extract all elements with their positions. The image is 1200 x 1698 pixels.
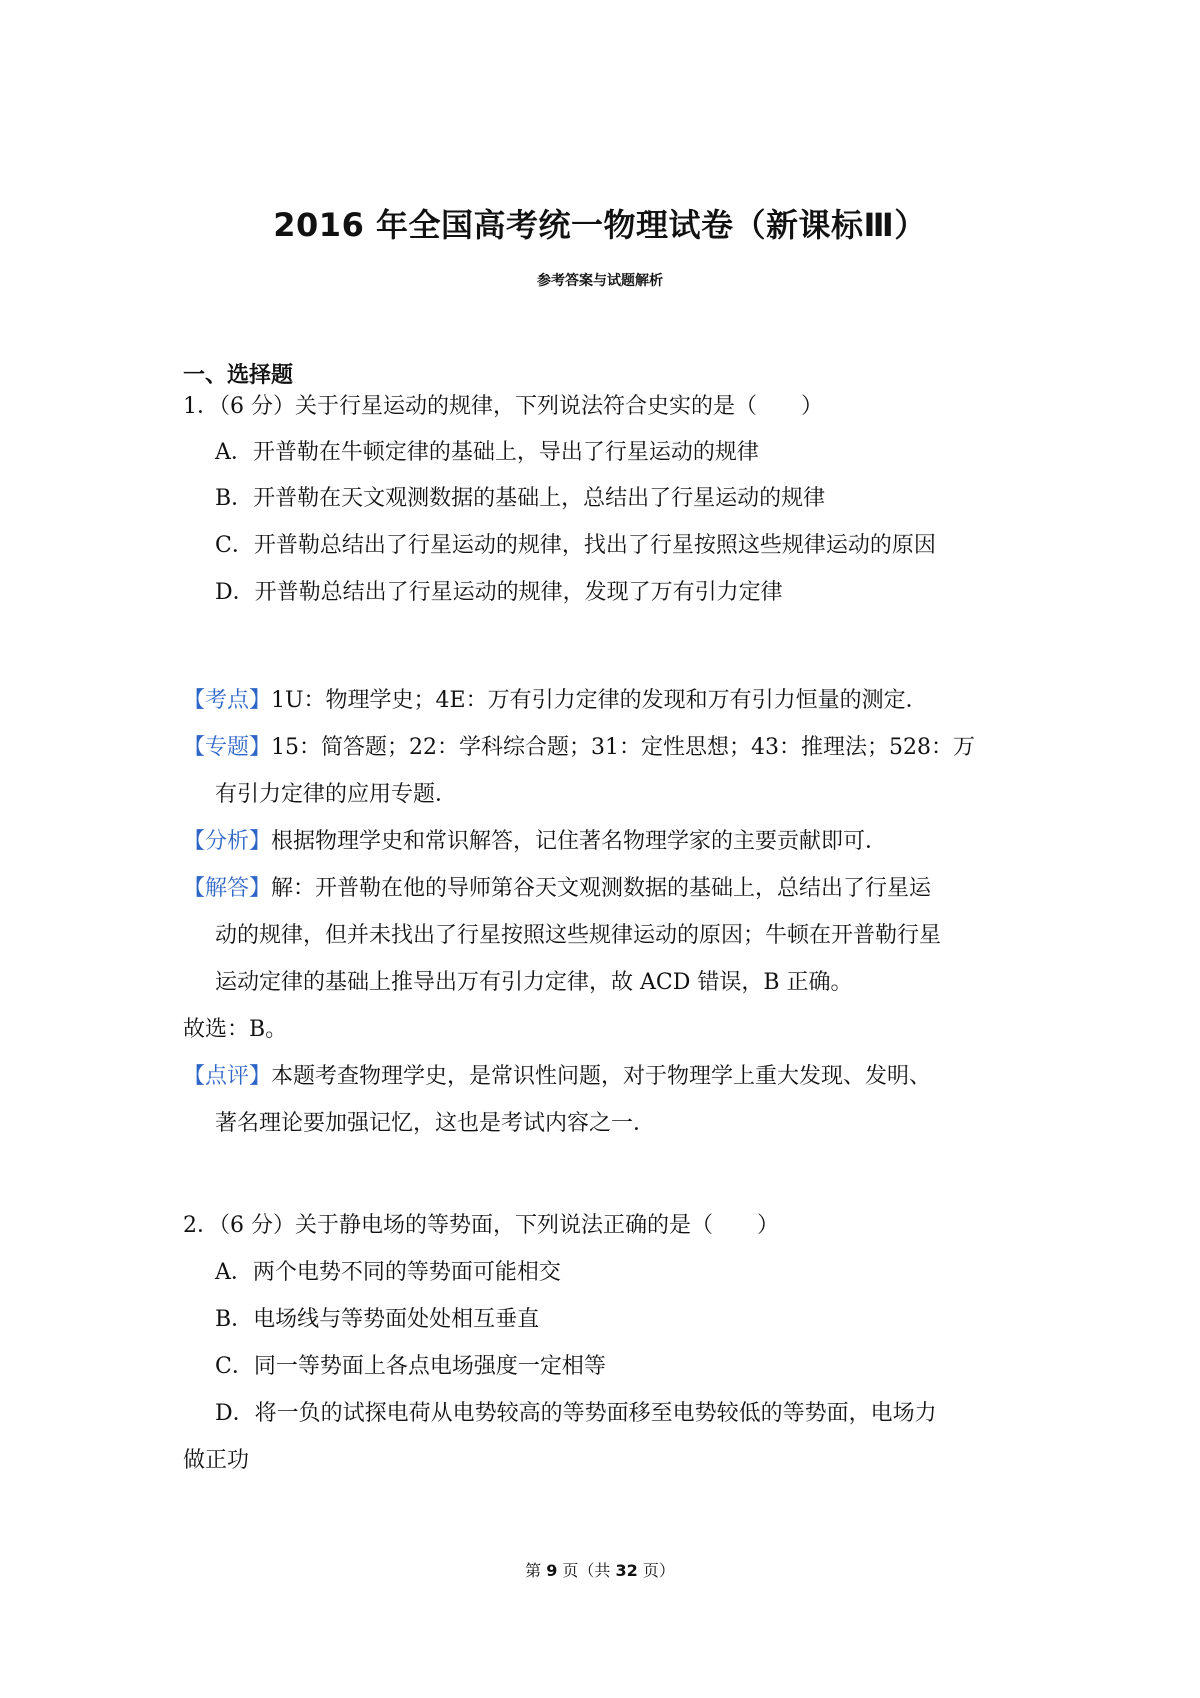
jieda-text: 解：开普勒在他的导师第谷天文观测数据的基础上，总结出了行星运 [271, 876, 932, 901]
fenxi-line [183, 827, 887, 857]
footer-prefix: 第 [525, 1561, 542, 1580]
footer-mid: 页（共 [562, 1561, 611, 1580]
jieda-line [183, 874, 931, 904]
zhuanti-text-cont: 有引力定律的应用专题． [215, 782, 458, 807]
question-1-option-d: D．开普勒总结出了行星运动的规律，发现了万有引力定律 [215, 580, 783, 605]
question-2-option-d: D．将一负的试探电荷从电势较高的等势面移至电势较低的等势面，电场力 [215, 1401, 937, 1426]
dianping-text: 本题考查物理学史，是常识性问题，对于物理学上重大发现、发明、 [271, 1064, 932, 1089]
section-heading: 一、选择题 [183, 363, 294, 388]
jieda-tag: 【解答】 [183, 876, 272, 901]
question-2-option-b: B．电场线与等势面处处相互垂直 [215, 1307, 540, 1332]
kaodian-line [183, 686, 928, 716]
jieda-text-cont-2: 运动定律的基础上推导出万有引力定律，故 ACD 错误，B 正确。 [215, 970, 853, 995]
dianping-line [183, 1062, 931, 1092]
question-1-option-c: C．开普勒总结出了行星运动的规律，找出了行星按照这些规律运动的原因 [215, 533, 936, 558]
zhuanti-tag: 【专题】 [183, 735, 272, 760]
fenxi-text: 根据物理学史和常识解答，记住著名物理学家的主要贡献即可． [271, 829, 888, 854]
dianping-text-cont: 著名理论要加强记忆，这也是考试内容之一． [215, 1111, 656, 1136]
answer-line: 故选：B。 [183, 1017, 288, 1042]
kaodian-text: 1U：物理学史；4E：万有引力定律的发现和万有引力恒量的测定． [271, 688, 928, 713]
footer-page-number: 9 [546, 1561, 558, 1580]
page-subtitle: 参考答案与试题解析 [537, 273, 663, 289]
kaodian-tag: 【考点】 [183, 688, 272, 713]
page-footer [0, 1558, 1200, 1581]
question-2-option-c: C．同一等势面上各点电场强度一定相等 [215, 1354, 606, 1379]
dianping-tag: 【点评】 [183, 1064, 272, 1089]
zhuanti-text: 15：简答题；22：学科综合题；31：定性思想；43：推理法；528：万 [271, 735, 975, 760]
page-title: 2016 年全国高考统一物理试卷（新课标Ⅲ） [273, 206, 927, 244]
footer-suffix: 页） [642, 1561, 675, 1580]
question-1-option-a: A．开普勒在牛顿定律的基础上，导出了行星运动的规律 [215, 440, 759, 465]
question-2-stem: 2．（6 分）关于静电场的等势面，下列说法正确的是（ ） [183, 1213, 779, 1238]
question-2-option-a: A．两个电势不同的等势面可能相交 [215, 1260, 561, 1285]
question-1-option-b: B．开普勒在天文观测数据的基础上，总结出了行星运动的规律 [215, 486, 826, 511]
footer-total-pages: 32 [615, 1561, 638, 1580]
question-1-stem: 1．（6 分）关于行星运动的规律，下列说法符合史实的是（ ） [183, 394, 823, 419]
question-2-option-d-cont: 做正功 [183, 1448, 250, 1473]
fenxi-tag: 【分析】 [183, 829, 272, 854]
jieda-text-cont-1: 动的规律，但并未找出了行星按照这些规律运动的原因；牛顿在开普勒行星 [215, 923, 942, 948]
zhuanti-line [183, 733, 975, 763]
